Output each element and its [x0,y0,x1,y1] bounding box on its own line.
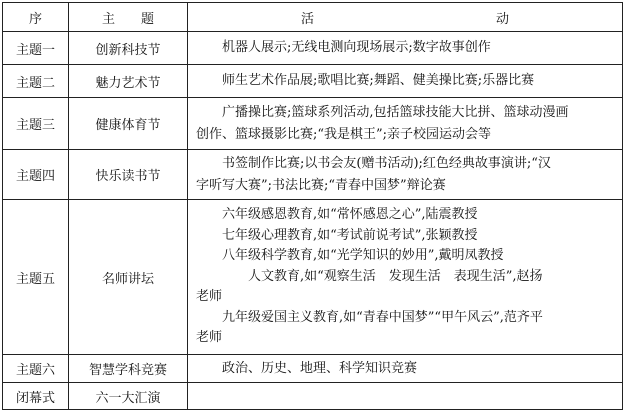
activity-line: 老师 [196,330,223,346]
row-activity [188,200,623,355]
activity-line: 机器人展示;无线电测向现场展示;数字故事创作 [222,40,491,55]
row-seq: 主题三 [3,98,69,150]
row-theme: 智慧学科竞赛 [69,355,188,383]
row-theme: 名师讲坛 [69,200,188,355]
row-activity [188,355,623,383]
row-activity [188,150,623,200]
header-activity: 活 动 [188,3,623,32]
table-row [3,150,623,200]
activity-line: 六年级感恩教育,如“常怀感恩之心”,陆震教授 [222,207,478,223]
header-theme: 主 题 [69,3,188,32]
row-seq: 主题六 [3,355,69,383]
row-seq: 主题五 [3,200,69,355]
activity-line: 创作、篮球摄影比赛;“我是棋王”;亲子校园运动会等 [196,126,492,142]
row-seq: 主题四 [3,150,69,200]
activity-line: 广播操比赛;篮球系列活动,包括篮球技能大比拼、篮球动漫画 [222,104,569,120]
row-theme: 快乐读书节 [69,150,188,200]
activity-line: 师生艺术作品展;歌唱比赛;舞蹈、健美操比赛;乐器比赛 [222,73,535,88]
row-seq: 闭幕式 [3,383,69,410]
table-row [3,355,623,383]
row-theme: 创新科技节 [69,32,188,65]
table-row [3,32,623,65]
row-activity [188,32,623,65]
table-row [3,200,623,355]
row-theme: 健康体育节 [69,98,188,150]
row-theme: 魅力艺术节 [69,65,188,98]
row-activity [188,383,623,410]
activity-line: 老师 [196,289,223,305]
header-seq: 序 [3,3,69,32]
row-theme: 六一大汇演 [69,383,188,410]
activity-line: 八年级科学教育,如“光学知识的妙用”,戴明凤教授 [222,248,504,264]
row-activity [188,65,623,98]
activity-line: 七年级心理教育,如“考试前说考试”,张颖教授 [222,227,478,243]
activity-line: 人文教育,如“观察生活 发现生活 表现生活”,赵扬 [248,268,543,284]
table-row [3,383,623,410]
row-seq: 主题一 [3,32,69,65]
activity-table [2,2,623,410]
table-row [3,65,623,98]
table-row [3,98,623,150]
activity-line: 书签制作比赛;以书会友(赠书活动);红色经典故事演讲;“汉 [222,155,551,171]
row-activity [188,98,623,150]
activity-line: 字听写大赛”;书法比赛;“青春中国梦”辩论赛 [196,177,446,193]
activity-line: 九年级爱国主义教育,如“青春中国梦”“甲午风云”,范齐平 [222,309,543,325]
row-seq: 主题二 [3,65,69,98]
activity-line: 政治、历史、地理、科学知识竞赛 [222,360,418,376]
header-row [3,3,623,32]
